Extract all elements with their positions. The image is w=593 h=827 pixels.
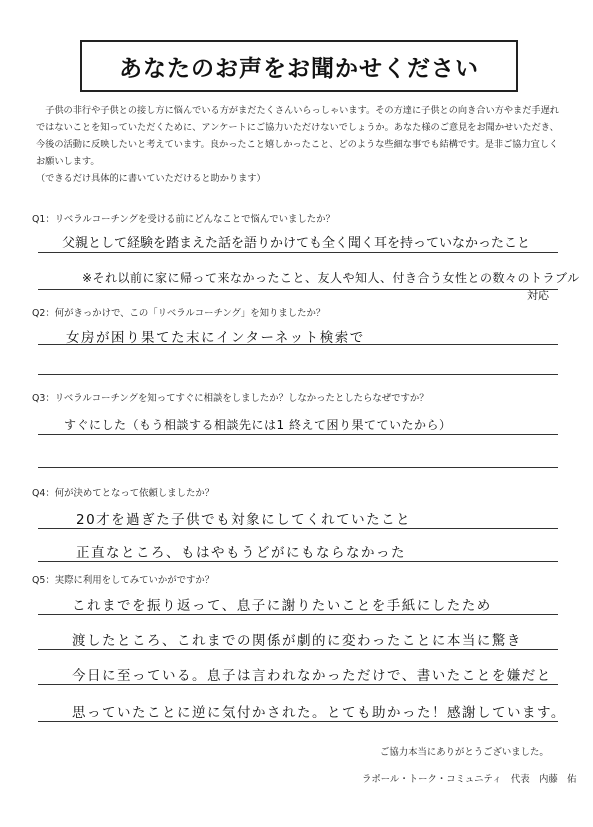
q3-answer-1: すぐにした（もう相談する相談先には1 終えて困り果てていたから） [64, 418, 452, 432]
q1-answer-2: ※それ以前に家に帰って来なかったこと、友人や知人、付き合う女性との数々のトラブル [82, 271, 580, 285]
q3-line-1 [38, 434, 558, 435]
q5-line-2 [38, 649, 558, 650]
question-5-label: Q5：実際に利用をしてみていかがですか？ [32, 575, 215, 586]
q1-answer-1: 父親として経験を踏まえた話を語りかけても全く聞く耳を持っていなかったこと [62, 236, 531, 251]
q1-aside: 対応 [527, 289, 549, 302]
q2-line-2 [38, 374, 558, 375]
intro-paragraph: 子供の非行や子供との接し方に悩んでいる方がまだたくさんいらっしゃいます。その方達に子供との向き合い方やまだ手遅れではないことを知っていただくために、アンケートにご協力いただけないでしょうか。あなた様のご意見をお聞かせいただき、今後の活動に反映したいと考えています。良かったこと嬉しかったこと、どのような些細な事でも結構です。是非ご協力宜しくお願いします。 [36, 105, 559, 167]
question-3-label: Q3：リベラルコーチングを知ってすぐに相談をしましたか？しなかったとしたらなぜですか？ [32, 393, 429, 404]
q5-answer-1: これまでを振り返って、息子に謝りたいことを手紙にしたため [72, 598, 492, 614]
question-4-label: Q4：何が決めてとなって依頼しましたか？ [32, 488, 215, 499]
page-title: あなたのお声をお聞かせください [119, 55, 479, 82]
q4-answer-2: 正直なところ、もはやもうどがにもならなかった [76, 545, 406, 561]
question-2-label: Q2：何がきっかけで、この「リベラルコーチング」を知りましたか？ [32, 308, 326, 319]
q5-answer-4: 思っていたことに逆に気付かされた。とても助かった！感謝しています。 [72, 705, 566, 721]
q3-line-2 [38, 467, 558, 468]
q1-line-1 [38, 252, 558, 253]
q5-answer-3: 今日に至っている。息子は言われなかっただけで、書いたことを嫌だと [72, 668, 552, 684]
q4-line-1 [38, 528, 558, 529]
q2-answer-1: 女房が困り果てた末にインターネット検索で [66, 330, 365, 346]
q1-line-2 [38, 289, 558, 290]
q5-line-1 [38, 614, 558, 615]
title-box [80, 40, 518, 92]
q2-line-1 [38, 344, 558, 345]
q5-line-3 [38, 684, 558, 685]
signature-text: ラポール・トーク・コミュニティ 代表 内藤 佑 [362, 774, 577, 785]
intro-text [36, 102, 566, 187]
q5-answer-2: 渡したところ、これまでの関係が劇的に変わったことに本当に驚き [72, 633, 522, 649]
q5-line-4 [38, 721, 558, 722]
thanks-text: ご協力本当にありがとうございました。 [380, 747, 549, 758]
question-1-label: Q1：リベラルコーチングを受ける前にどんなことで悩んでいましたか？ [32, 214, 335, 225]
q4-line-2 [38, 561, 558, 562]
intro-note: （できるだけ具体的に書いていただけると助かります） [36, 173, 266, 184]
q4-answer-1: 20才を過ぎた子供でも対象にしてくれていたこと [76, 512, 412, 528]
